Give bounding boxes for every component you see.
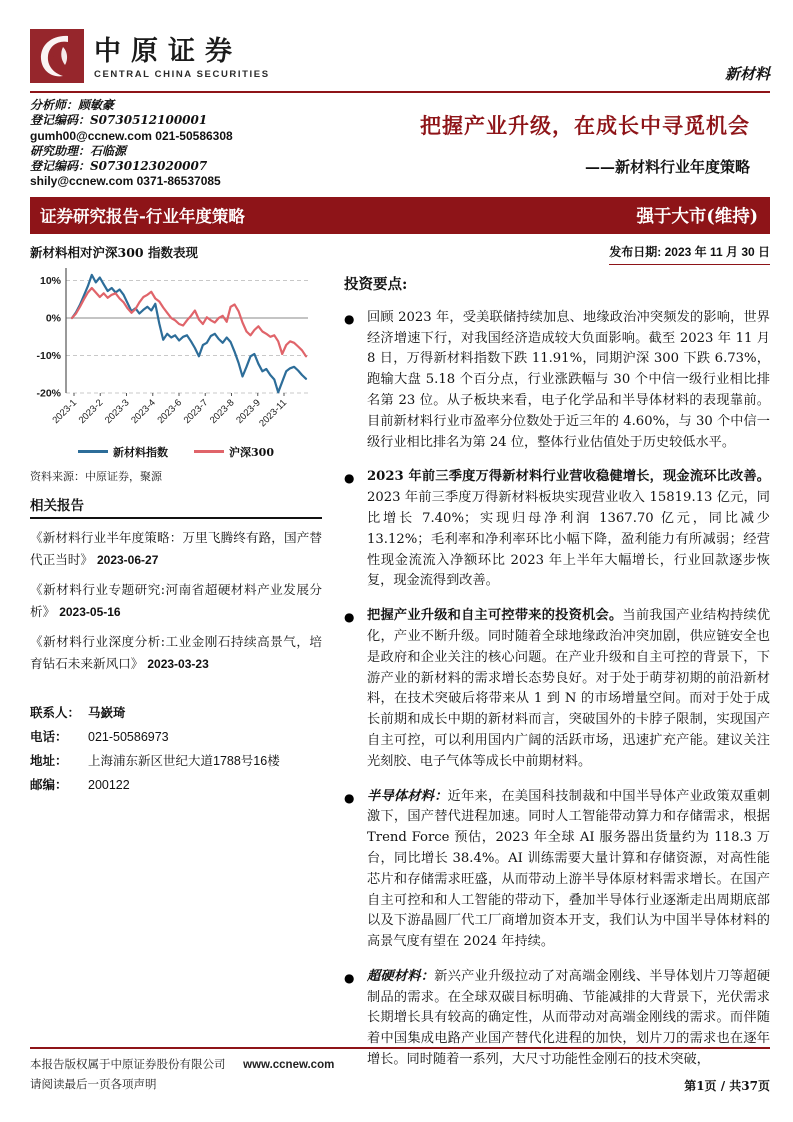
relative-performance-chart — [30, 263, 322, 441]
svg-text:2023-1: 2023-1 — [50, 397, 80, 426]
svg-text:2023-11: 2023-11 — [257, 397, 290, 430]
legend-swatch-blue — [78, 450, 108, 453]
related-reports-header: 相关报告 — [30, 494, 322, 519]
report-item-title: 《新材料行业深度分析:工业金刚石持续高景气，培育钻石未来新风口》 — [30, 633, 322, 671]
contact-zip-label: 邮编： — [30, 776, 68, 792]
contact-person: 马嶔琦 — [88, 704, 126, 720]
assistant-reg-code: 登记编码：S0730123020007 — [30, 159, 208, 174]
bullet-item: ● 2023 年前三季度万得新材料行业营收稳健增长，现金流环比改善。2023 年前三季度万得新材料板块实现营业收入 15819.13 亿元，同比增长 7.40%；实现归母净利润 1367.70 亿元，同比减少 13.12%；毛利率和净利率环比小幅下降，盈利能力有所减弱；经营性现金流流入净额环比 2023 年上半年大幅增长，行业回款逐步恢复，现金流得到改善。 — [344, 467, 770, 592]
footer-url: www.ccnew.com — [243, 1059, 335, 1071]
info-row — [30, 98, 770, 190]
chart-legend — [30, 444, 322, 460]
contact-block — [30, 701, 322, 797]
contact-zip: 200122 — [88, 777, 130, 792]
banner-report-type: 证券研究报告-行业年度策略 — [40, 207, 245, 227]
main-content — [344, 243, 770, 1085]
related-report-item — [30, 527, 322, 571]
title-block — [360, 98, 770, 190]
report-subtitle: ——新材料行业年度策略 — [584, 158, 750, 176]
svg-text:-10%: -10% — [36, 349, 61, 362]
legend-item-new-materials — [78, 444, 168, 460]
related-report-item — [30, 631, 322, 675]
svg-text:2023-9: 2023-9 — [234, 397, 263, 426]
chart-title: 新材料相对沪深300 指数表现 — [30, 244, 198, 260]
assistant-contact: shily@ccnew.com 0371-86537085 — [30, 174, 221, 189]
footer-disclaimer: 请阅读最后一页各项声明 — [30, 1077, 157, 1091]
banner-rating: 强于大市(维持) — [636, 206, 758, 227]
logo-brush-icon — [30, 29, 84, 88]
publish-date: 发布日期: 2023 年 11 月 30 日 — [344, 243, 770, 265]
svg-text:-20%: -20% — [36, 387, 61, 400]
key-points-heading: 投资要点: — [344, 275, 408, 293]
contact-address-label: 地址： — [30, 752, 68, 768]
header — [30, 0, 770, 88]
sidebar — [30, 243, 322, 1085]
contact-address: 上海浦东新区世纪大道1788号16楼 — [88, 753, 280, 768]
contact-phone: 021-50586973 — [88, 729, 169, 744]
svg-text:2023-2: 2023-2 — [76, 397, 106, 426]
footer-left — [30, 1055, 334, 1094]
logo-subtitle: CENTRAL CHINA SECURITIES — [94, 68, 270, 80]
report-title: 把握产业升级，在成长中寻觅机会 — [420, 113, 750, 138]
contact-person-label: 联系人： — [30, 704, 81, 720]
analyst-block — [30, 98, 360, 190]
bullet-item: ● 回顾 2023 年，受美联储持续加息、地缘政治冲突频发的影响，世界经济增速下行，对我国经济造成较大负面影响。截至 2023 年 11 月 8 日，万得新材料指数下跌 11.91%，同期沪深 300 下跌 6.73%，跑输大盘 5.18 个百分点，行业涨跌幅与 30 个中信一级行业相比排名第 23 位。从子板块来看，电子化学品和半导体材料的表现靠前。目前新材料行业市盈率分位数处于近三年的 4.60%，与 30 个中信一级行业相比排名为第 24 位，整体行业估值处于历史较低水平。 — [344, 308, 770, 454]
svg-text:2023-3: 2023-3 — [102, 397, 132, 426]
svg-text:2023-8: 2023-8 — [207, 397, 237, 426]
chart-source: 资料来源：中原证券，聚源 — [30, 469, 162, 483]
analyst-reg-code: 登记编码：S0730512100001 — [30, 113, 208, 128]
assistant-name: 研究助理：石临源 — [30, 143, 127, 158]
svg-text:10%: 10% — [39, 274, 61, 287]
company-logo — [30, 29, 270, 88]
bullet-item: ● 半导体材料：近年来，在美国科技制裁和中国半导体产业政策双重刺激下，国产替代进程加速。同时人工智能带动算力和存储需求，根据 Trend Force 预估，2023 年全球 AI 服务器出货量约为 118.3 万台，同比增长 38.4%。AI 训练需要大量计算和存储资源，对高性能芯片和存储需求旺盛，从而带动上游半导体原材料需求增长。在国产自主可控和和人工智能的带动下，叠加半导体行业逐渐走出周期底部以及下游晶圆厂代工厂商增加资本开支，我们认为中国半导体材料的高景气度有望在 2024 年持续。 — [344, 787, 770, 953]
legend-label: 沪深300 — [229, 445, 274, 459]
footer-copyright: 本报告版权属于中原证券股份有限公司 — [30, 1057, 226, 1071]
header-divider — [30, 91, 770, 93]
report-item-date: 2023-05-16 — [59, 604, 121, 619]
report-item-date: 2023-03-23 — [147, 656, 209, 671]
contact-phone-label: 电话： — [30, 728, 68, 744]
key-points-list — [344, 308, 770, 1071]
analyst-contact: gumh00@ccnew.com 021-50586308 — [30, 128, 233, 143]
bullet-item: ● 超硬材料：新兴产业升级拉动了对高端金刚线、半导体划片刀等超硬制品的需求。在全球双碳目标明确、节能减排的大背景下，光伏需求长期增长具有较高的确定性，从而带动对高端金刚线的需求。而伴随着中国集成电路产业国产替代化进程的加快，划片刀的需求也在逐年增长。同时随着一系列，大尺寸功能性金刚石的技术突破， — [344, 967, 770, 1071]
related-report-item — [30, 579, 322, 623]
analyst-name: 分析师：顾敏豪 — [30, 98, 115, 112]
legend-swatch-red — [194, 450, 224, 453]
svg-text:0%: 0% — [45, 312, 61, 325]
industry-tag: 新材料 — [724, 65, 770, 83]
report-item-title: 《新材料行业半年度策略：万里飞腾终有路，国产替代正当时》 — [30, 529, 322, 567]
report-item-date: 2023-06-27 — [96, 552, 159, 567]
svg-text:2023-6: 2023-6 — [155, 397, 185, 426]
category-banner — [30, 197, 770, 234]
logo-title: 中原证券 — [94, 36, 242, 68]
bullet-item: ● 把握产业升级和自主可控带来的投资机会。当前我国产业结构持续优化，产业不断升级。同时随着全球地缘政治冲突加剧，供应链安全也是政府和企业关注的核心问题。在产业升级和自主可控的背景下，下游产业的新材料的需求增长态势良好。对于处于萌芽初期的前沿新材料，在技术突破后将带来从 1 到 N 的市场增量空间。而对于处于成长前期和成长中期的新材料而言，突破国外的卡脖子限制，实现国产自主可控，可以利用国内广阔的活跃市场，迅速扩充产能。建议关注光刻胶、电子气体等成长中前期材料。 — [344, 606, 770, 772]
page-number: 第1页 / 共37页 — [684, 1079, 770, 1093]
legend-item-csi300 — [194, 444, 274, 460]
footer — [30, 1047, 770, 1094]
svg-text:2023-7: 2023-7 — [181, 397, 211, 426]
svg-text:2023-4: 2023-4 — [129, 397, 158, 426]
report-item-title: 《新材料行业专题研究:河南省超硬材料产业发展分析》 — [30, 581, 322, 619]
legend-label: 新材料指数 — [113, 445, 169, 459]
